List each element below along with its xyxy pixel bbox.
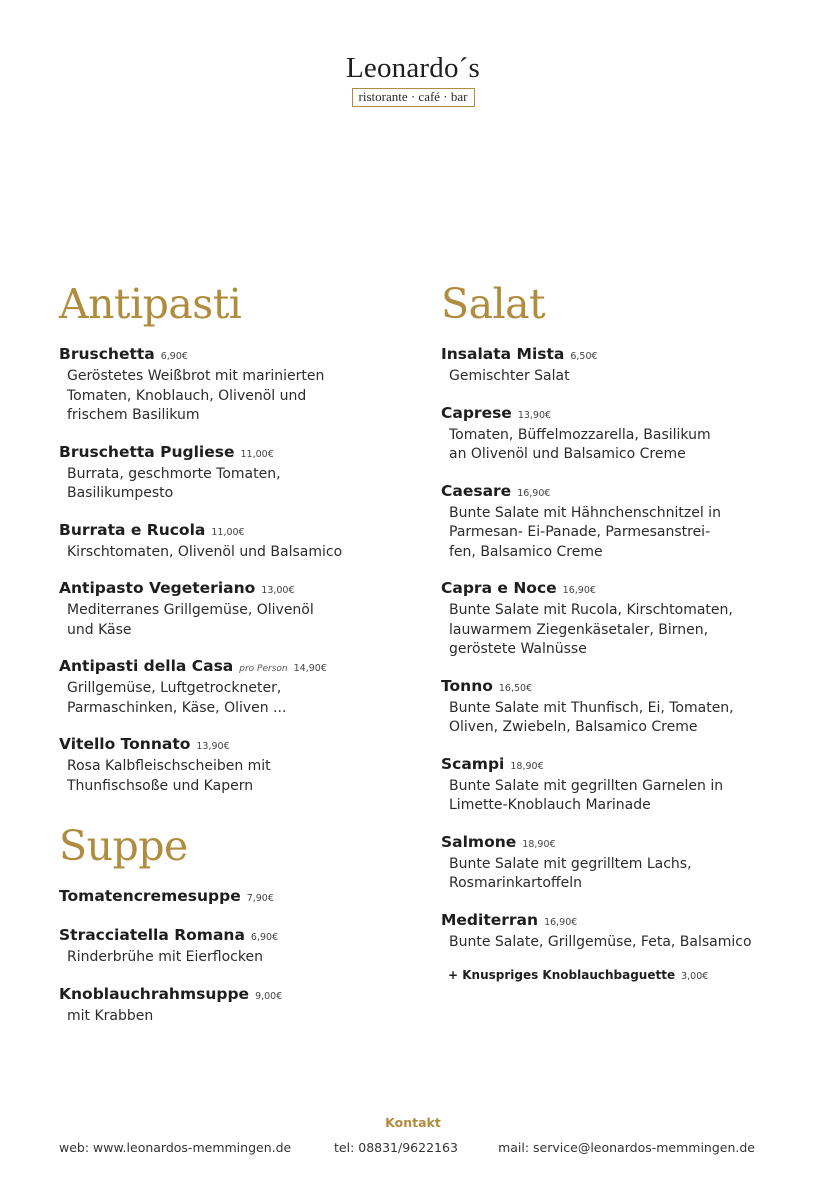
item-price: 13,00€: [261, 585, 295, 596]
description-line: Rosmarinkartoffeln: [449, 875, 582, 891]
item-price: 7,90€: [246, 893, 274, 904]
item-description: [441, 933, 781, 953]
menu-item: [59, 656, 399, 718]
item-name: Bruschetta Pugliese: [59, 442, 235, 461]
description-line: an Olivenöl und Balsamico Creme: [449, 446, 686, 462]
item-name: Stracciatella Romana: [59, 926, 245, 944]
footer-tel[interactable]: tel: 08831/9622163: [334, 1140, 458, 1155]
description-line: Bunte Salate mit gegrillten Garnelen in: [449, 777, 724, 794]
description-line: Rosa Kalbfleischscheiben mit: [67, 758, 271, 774]
item-price: 16,50€: [498, 682, 533, 694]
item-name: Vitello Tonnato: [59, 735, 191, 753]
right-column: [441, 280, 781, 987]
left-column: [59, 280, 399, 1042]
item-name: Tonno: [441, 676, 493, 695]
menu-item: [59, 520, 399, 563]
menu-item: [59, 578, 399, 640]
item-name: Scampi: [441, 754, 505, 773]
description-line: Bunte Salate mit Thunfisch, Ei, Tomaten,: [449, 699, 734, 716]
extra-item: [441, 964, 781, 987]
item-description: [59, 465, 399, 504]
section-title-suppe: Suppe: [59, 822, 188, 870]
description-line: Bunte Salate mit Rucola, Kirschtomaten,: [449, 602, 733, 618]
item-name: Burrata e Rucola: [59, 520, 206, 539]
item-price: 9,00€: [255, 990, 283, 1002]
description-line: Geröstetes Weißbrot mit marinierten: [67, 368, 325, 384]
description-line: geröstete Walnüsse: [449, 641, 587, 657]
description-line: lauwarmem Ziegenkäsetaler, Birnen,: [449, 621, 709, 638]
description-line: fen, Balsamico Creme: [449, 543, 603, 560]
item-name: Capra e Noce: [441, 579, 557, 597]
section-title-salat: Salat: [441, 280, 546, 328]
description-line: und Käse: [67, 621, 132, 638]
item-description: [441, 601, 781, 660]
menu-item: [441, 832, 781, 894]
item-price: 6,90€: [160, 351, 188, 362]
description-line: Limette-Knoblauch Marinade: [449, 797, 651, 813]
description-line: Parmesan- Ei-Panade, Parmesanstrei-: [449, 524, 711, 540]
item-name: Caesare: [441, 481, 512, 500]
menu-item: [59, 344, 399, 426]
item-price: 13,90€: [196, 741, 230, 752]
extra-item-price: 3,00€: [681, 971, 709, 982]
logo: [0, 53, 826, 107]
description-line: Gemischter Salat: [449, 368, 570, 384]
menu-item: [441, 754, 781, 816]
item-name: Knoblauchrahmsuppe: [59, 984, 250, 1003]
item-name: Salmone: [441, 832, 517, 851]
item-price: 6,50€: [570, 351, 598, 362]
item-description: [59, 601, 399, 640]
menu-item: [59, 984, 399, 1027]
footer-mail[interactable]: mail: service@leonardos-memmingen.de: [498, 1140, 755, 1155]
description-line: Thunfischsoße und Kapern: [67, 777, 254, 794]
item-name: Bruschetta: [59, 345, 155, 363]
description-line: Grillgemüse, Luftgetrockneter,: [67, 680, 282, 696]
section-title-antipasti: Antipasti: [59, 280, 242, 328]
description-line: Rinderbrühe mit Eierflocken: [67, 949, 263, 965]
item-price: 11,00€: [211, 526, 245, 538]
description-line: Bunte Salate mit Hähnchenschnitzel in: [449, 504, 721, 521]
description-line: Bunte Salate mit gegrilltem Lachs,: [449, 855, 692, 872]
item-description: [59, 679, 399, 718]
footer-web[interactable]: web: www.leonardos-memmingen.de: [59, 1140, 292, 1155]
footer-title: Kontakt: [385, 1115, 441, 1130]
item-price: 6,90€: [250, 932, 279, 943]
item-description: [59, 543, 399, 563]
item-description: [441, 367, 781, 387]
item-description: [441, 855, 781, 894]
description-line: Tomaten, Büffelmozzarella, Basilikum: [449, 426, 711, 443]
item-price: 18,90€: [510, 760, 544, 772]
description-line: Tomaten, Knoblauch, Olivenöl und: [67, 387, 307, 404]
menu-item: [59, 442, 399, 504]
description-line: Mediterranes Grillgemüse, Olivenöl: [67, 602, 314, 618]
item-price: 11,00€: [240, 448, 274, 460]
description-line: frischem Basilikum: [67, 407, 200, 423]
menu-item: [441, 344, 781, 387]
description-line: Bunte Salate, Grillgemüse, Feta, Balsamico: [449, 933, 752, 950]
item-name: Mediterran: [441, 910, 539, 929]
item-name: Tomatencremesuppe: [59, 887, 241, 905]
logo-tagline: ristorante · café · bar: [352, 88, 475, 107]
description-line: Burrata, geschmorte Tomaten,: [67, 465, 281, 482]
menu-item: [59, 734, 399, 796]
menu-item: [59, 925, 399, 968]
menu-item: [441, 910, 781, 953]
item-description: [441, 504, 781, 563]
extra-item-name: + Knuspriges Knoblauchbaguette: [448, 968, 676, 982]
item-description: [59, 757, 399, 796]
item-description: [59, 1007, 399, 1027]
item-description: [59, 367, 399, 426]
item-description: [441, 777, 781, 816]
item-note: pro Person: [239, 664, 288, 674]
description-line: Oliven, Zwiebeln, Balsamico Creme: [449, 719, 698, 735]
menu-item: [441, 403, 781, 465]
item-price: 16,90€: [517, 487, 551, 499]
item-name: Insalata Mista: [441, 345, 565, 363]
item-price: 13,90€: [517, 409, 552, 421]
description-line: Parmaschinken, Käse, Oliven ...: [67, 699, 287, 716]
description-line: Basilikumpesto: [67, 485, 174, 501]
item-price: 18,90€: [522, 838, 556, 850]
description-line: mit Krabben: [67, 1007, 154, 1024]
menu-item: [441, 676, 781, 738]
menu-item: [59, 886, 399, 909]
item-price: 14,90€: [293, 663, 327, 674]
item-name: Antipasto Vegeteriano: [59, 579, 256, 597]
item-description: [441, 699, 781, 738]
description-line: Kirschtomaten, Olivenöl und Balsamico: [67, 543, 343, 560]
menu-item: [441, 578, 781, 660]
logo-name: Leonardo´s: [345, 52, 481, 84]
menu-item: [441, 481, 781, 563]
item-price: 16,90€: [562, 585, 596, 596]
item-name: Antipasti della Casa: [59, 657, 234, 675]
item-description: [59, 948, 399, 968]
item-price: 16,90€: [544, 916, 578, 928]
item-name: Caprese: [441, 403, 512, 422]
item-description: [441, 426, 781, 465]
